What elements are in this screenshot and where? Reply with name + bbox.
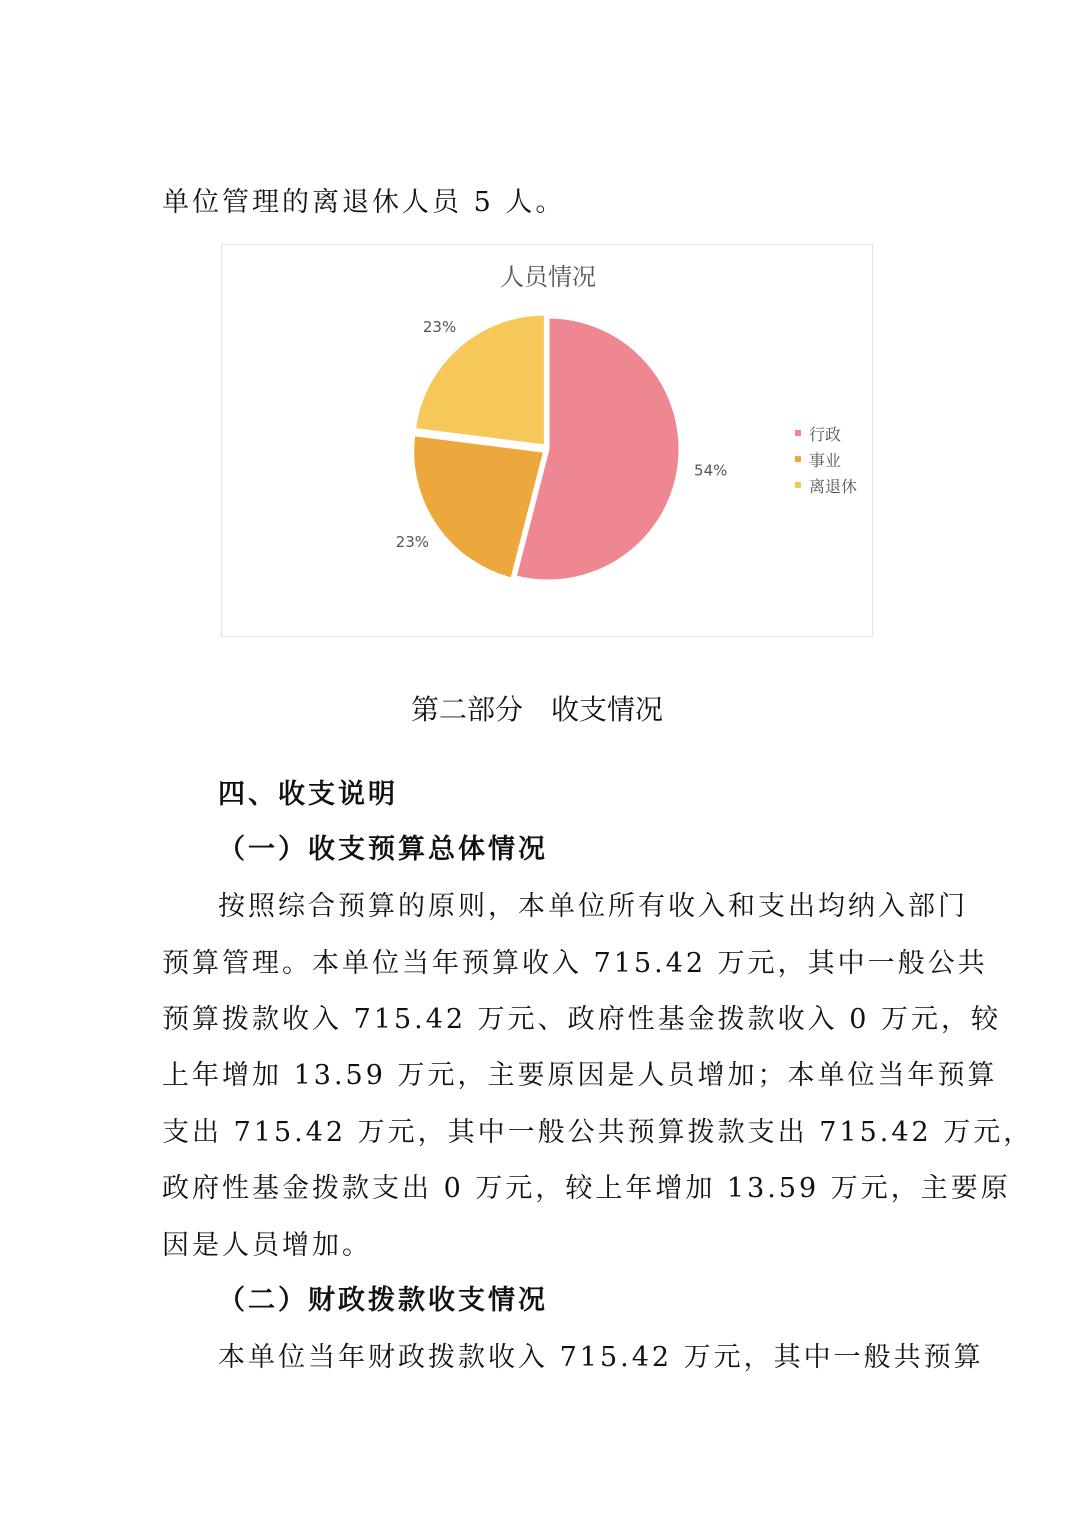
section-title: 第二部分 收支情况 [410, 693, 663, 726]
para1-line-6: 政府性基金拨款支出 0 万元，较上年增加 13.59 万元，主要原 [162, 1173, 1011, 1204]
legend-label-2: 事业 [809, 451, 842, 470]
staffing-pie-chart [221, 244, 873, 637]
legend-marker-2 [795, 456, 801, 462]
slice-label-1: 54% [694, 461, 728, 480]
legend-label-1: 行政 [809, 425, 842, 444]
subheading-2: （二）财政拨款收支情况 [218, 1285, 548, 1316]
para1-line-2: 预算管理。本单位当年预算收入 715.42 万元，其中一般公共 [162, 948, 988, 979]
chart-title: 人员情况 [500, 263, 596, 291]
para1-line-1: 按照综合预算的原则，本单位所有收入和支出均纳入部门 [218, 891, 968, 922]
slice-label-2: 23% [395, 533, 430, 552]
para2-line-1: 本单位当年财政拨款收入 715.42 万元，其中一般共预算 [218, 1342, 984, 1373]
para1-line-7: 因是人员增加。 [162, 1230, 372, 1261]
para1-line-5: 支出 715.42 万元，其中一般公共预算拨款支出 715.42 万元， [162, 1117, 1034, 1148]
intro-line: 单位管理的离退休人员 5 人。 [162, 187, 566, 218]
pie-chart-svg [222, 245, 874, 638]
para1-line-3: 预算拨款收入 715.42 万元、政府性基金拨款收入 0 万元，较 [162, 1004, 1001, 1035]
legend-marker-3 [795, 482, 801, 488]
legend-label-3: 离退休 [809, 477, 858, 496]
subheading-1: （一）收支预算总体情况 [218, 834, 548, 865]
legend-marker-1 [795, 430, 801, 436]
slice-label-3: 23% [422, 317, 457, 336]
heading-4: 四、收支说明 [218, 779, 398, 810]
para1-line-4: 上年增加 13.59 万元，主要原因是人员增加；本单位当年预算 [162, 1060, 998, 1091]
